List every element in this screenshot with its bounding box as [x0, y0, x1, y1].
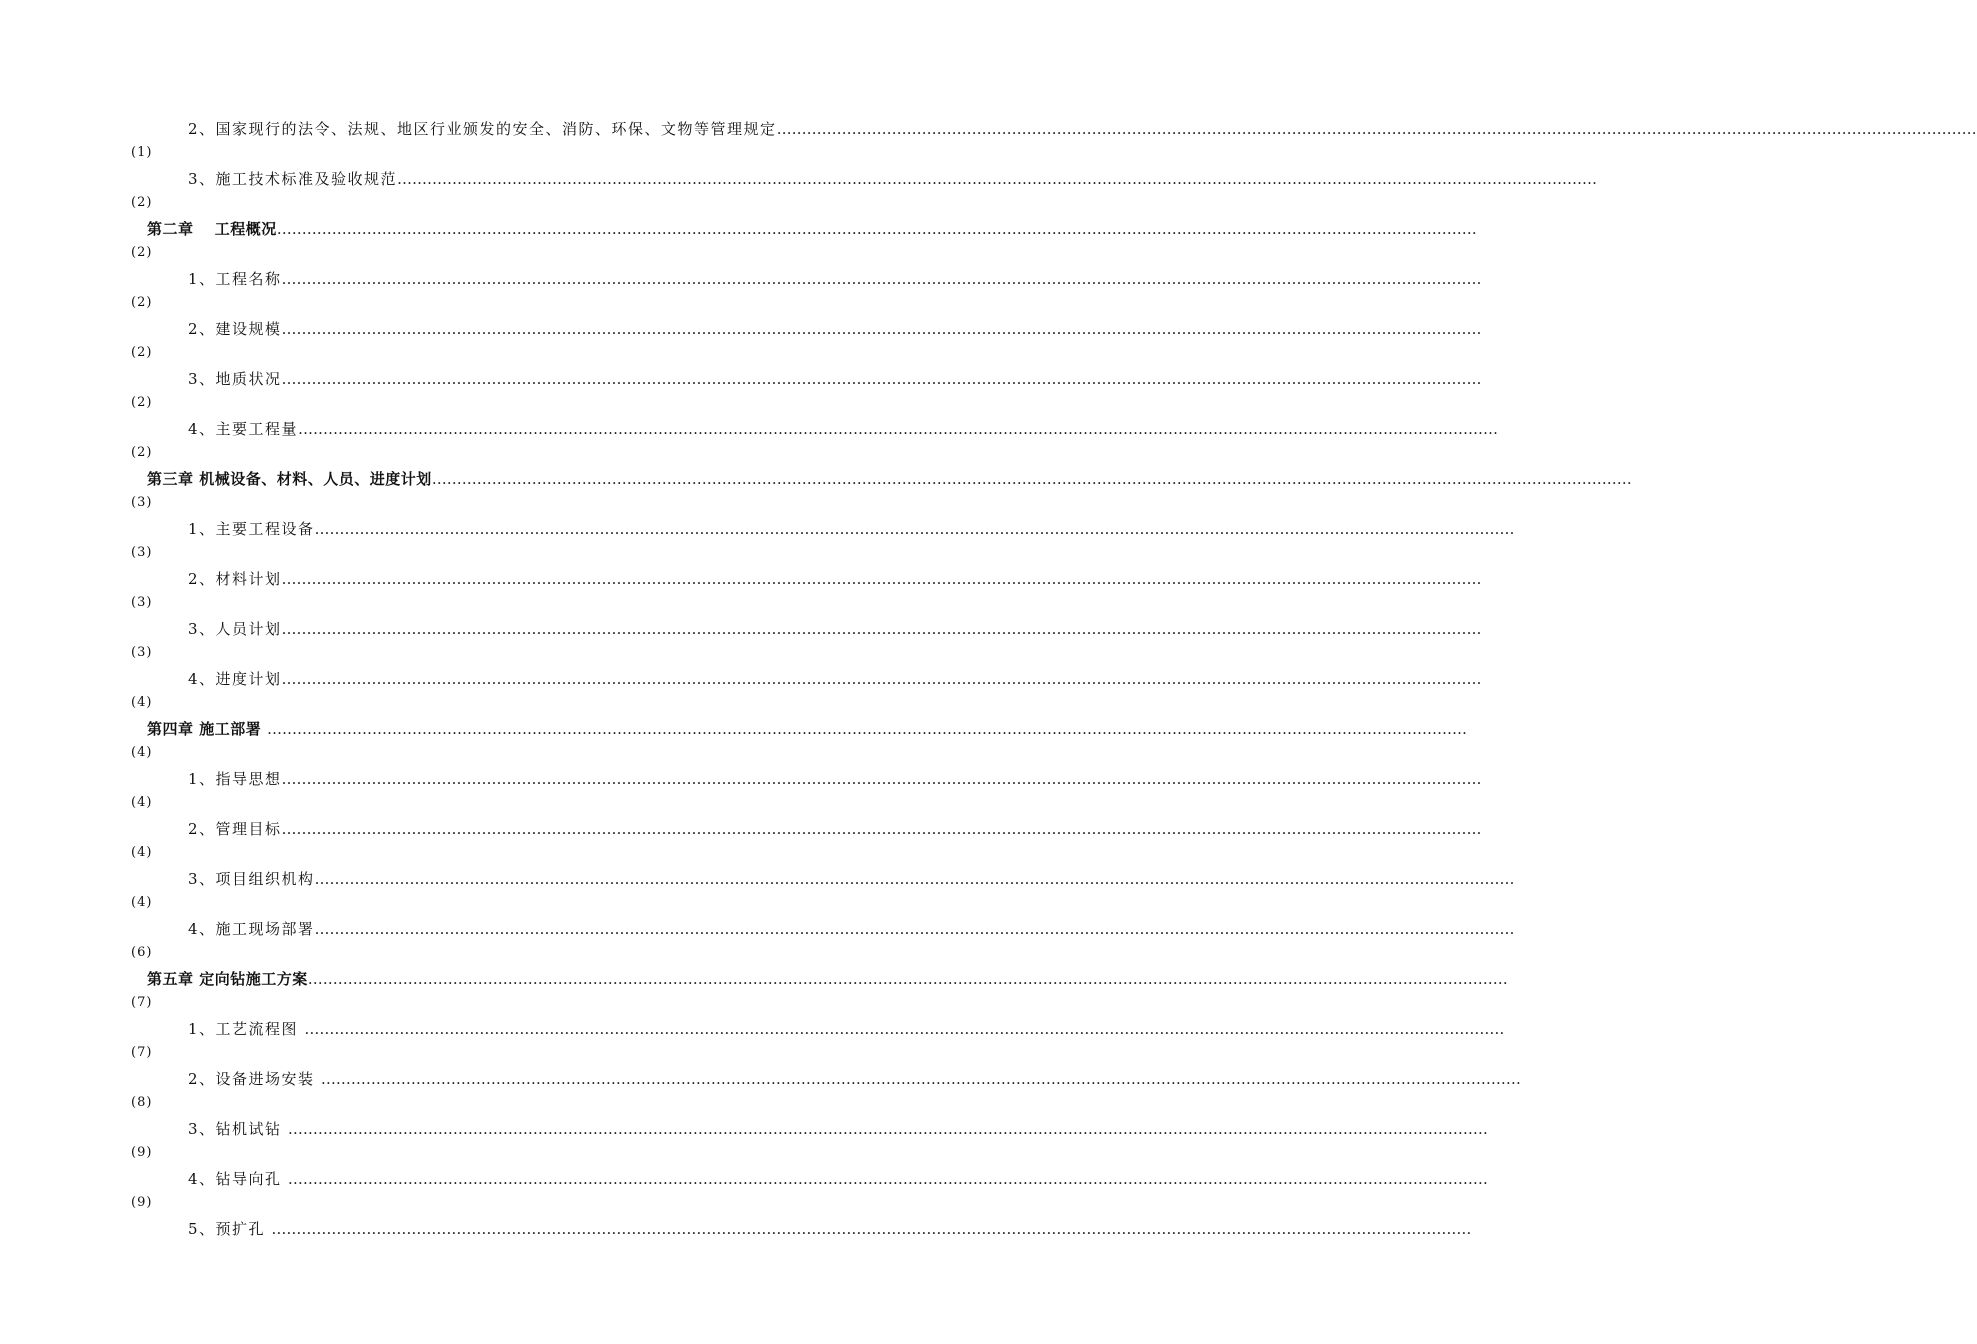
page-number: (2)	[131, 295, 153, 310]
toc-item-entry[interactable]	[0, 666, 1482, 716]
page-number: (4)	[131, 745, 153, 760]
toc-entry-line	[188, 816, 1482, 842]
section-title: 4、主要工程量	[188, 420, 299, 438]
section-title: 1、主要工程设备	[188, 520, 315, 538]
chapter-title: 第四章 施工部署	[147, 720, 267, 738]
toc-entry-line	[188, 616, 1482, 642]
page-number: (4)	[131, 895, 153, 910]
toc-entry-line	[147, 216, 1477, 242]
toc-item-entry[interactable]	[0, 616, 1482, 666]
page-number: (9)	[131, 1195, 153, 1210]
section-title: 2、建设规模	[188, 320, 282, 338]
dot-leader: ……………………………………………………………………………………………………………………………………………………………………………………………………………………	[281, 320, 1482, 338]
toc-item-entry[interactable]	[0, 116, 1977, 166]
dot-leader: ……………………………………………………………………………………………………………………………………………………………………………………………………………………	[281, 670, 1482, 688]
toc-item-entry[interactable]	[0, 766, 1482, 816]
page-number: (2)	[131, 195, 153, 210]
toc-item-entry[interactable]	[0, 1116, 1488, 1166]
section-title: 3、项目组织机构	[188, 870, 315, 888]
dot-leader: ……………………………………………………………………………………………………………………………………………………………………………………………………………………	[314, 920, 1515, 938]
toc-item-entry[interactable]	[0, 866, 1515, 916]
dot-leader: ……………………………………………………………………………………………………………………………………………………………………………………………………………………	[271, 1220, 1472, 1238]
toc-chapter-entry[interactable]	[0, 466, 1632, 516]
toc-entry-line	[188, 116, 1977, 142]
toc-entry-line	[188, 1066, 1521, 1092]
section-title: 2、材料计划	[188, 570, 282, 588]
toc-entry-line	[188, 1166, 1488, 1192]
toc-item-entry[interactable]	[0, 1066, 1521, 1116]
dot-leader: ……………………………………………………………………………………………………………………………………………………………………………………………………………………	[431, 470, 1632, 488]
page-number: (6)	[131, 945, 153, 960]
page-number: (3)	[131, 545, 153, 560]
section-title: 2、国家现行的法令、法规、地区行业颁发的安全、消防、环保、文物等管理规定	[188, 120, 777, 138]
section-title: 4、钻导向孔	[188, 1170, 288, 1188]
section-title: 3、地质状况	[188, 370, 282, 388]
dot-leader: ……………………………………………………………………………………………………………………………………………………………………………………………………………………	[276, 220, 1477, 238]
page-number: (1)	[131, 145, 153, 160]
section-title: 4、施工现场部署	[188, 920, 315, 938]
toc-entry-line	[188, 666, 1482, 692]
toc-entry-line	[188, 166, 1598, 192]
page-number: (4)	[131, 845, 153, 860]
toc-item-entry[interactable]	[0, 1016, 1505, 1066]
toc-entry-line	[147, 966, 1508, 992]
page-number: (2)	[131, 395, 153, 410]
page-number: (3)	[131, 495, 153, 510]
toc-chapter-entry[interactable]	[0, 966, 1508, 1016]
page-number: (7)	[131, 995, 153, 1010]
page-number: (3)	[131, 595, 153, 610]
page-number: (2)	[131, 345, 153, 360]
section-title: 1、工艺流程图	[188, 1020, 305, 1038]
section-title: 2、设备进场安装	[188, 1070, 321, 1088]
section-title: 4、进度计划	[188, 670, 282, 688]
dot-leader: ……………………………………………………………………………………………………………………………………………………………………………………………………………………	[281, 770, 1482, 788]
toc-entry-line	[147, 466, 1632, 492]
toc-item-entry[interactable]	[0, 416, 1499, 466]
toc-entry-line	[188, 316, 1482, 342]
dot-leader: ……………………………………………………………………………………………………………………………………………………………………………………………………………………	[320, 1070, 1521, 1088]
page-number: (7)	[131, 1045, 153, 1060]
section-title: 1、指导思想	[188, 770, 282, 788]
toc-item-entry[interactable]	[0, 166, 1598, 216]
toc-entry-line	[188, 516, 1515, 542]
chapter-title: 第五章 定向钻施工方案	[147, 970, 308, 988]
toc-chapter-entry[interactable]	[0, 716, 1467, 766]
dot-leader: ……………………………………………………………………………………………………………………………………………………………………………………………………………………	[281, 820, 1482, 838]
toc-entry-line	[188, 1216, 1472, 1242]
toc-item-entry[interactable]	[0, 816, 1482, 866]
page-number: (2)	[131, 445, 153, 460]
toc-entry-line	[147, 716, 1467, 742]
page-number: (3)	[131, 645, 153, 660]
toc-item-entry[interactable]	[0, 516, 1515, 566]
dot-leader: ……………………………………………………………………………………………………………………………………………………………………………………………………………………	[281, 620, 1482, 638]
dot-leader: ……………………………………………………………………………………………………………………………………………………………………………………………………………………	[281, 270, 1482, 288]
toc-item-entry[interactable]	[0, 566, 1482, 616]
toc-entry-line	[188, 866, 1515, 892]
page-number: (4)	[131, 795, 153, 810]
page-number: (9)	[131, 1145, 153, 1160]
dot-leader: ……………………………………………………………………………………………………………………………………………………………………………………………………………………	[287, 1170, 1488, 1188]
table-of-contents	[0, 116, 1977, 1266]
section-title: 3、钻机试钻	[188, 1120, 288, 1138]
toc-entry-line	[188, 366, 1482, 392]
toc-item-entry[interactable]	[0, 316, 1482, 366]
toc-item-entry[interactable]	[0, 366, 1482, 416]
toc-entry-line	[188, 1016, 1505, 1042]
dot-leader: ……………………………………………………………………………………………………………………………………………………………………………………………………………………	[281, 370, 1482, 388]
toc-item-entry[interactable]	[0, 1216, 1472, 1266]
dot-leader: ……………………………………………………………………………………………………………………………………………………………………………………………………………………	[298, 420, 1499, 438]
toc-entry-line	[188, 916, 1515, 942]
chapter-title: 第三章 机械设备、材料、人员、进度计划	[147, 470, 432, 488]
page-number: (8)	[131, 1095, 153, 1110]
section-title: 2、管理目标	[188, 820, 282, 838]
dot-leader: ……………………………………………………………………………………………………………………………………………………………………………………………………………………	[314, 870, 1515, 888]
chapter-title: 第二章 工程概况	[147, 220, 277, 238]
section-title: 3、人员计划	[188, 620, 282, 638]
dot-leader: ……………………………………………………………………………………………………………………………………………………………………………………………………………………	[281, 570, 1482, 588]
toc-entry-line	[188, 566, 1482, 592]
toc-entry-line	[188, 766, 1482, 792]
toc-item-entry[interactable]	[0, 266, 1482, 316]
toc-chapter-entry[interactable]	[0, 216, 1477, 266]
dot-leader: ……………………………………………………………………………………………………………………………………………………………………………………………………………………	[304, 1020, 1505, 1038]
page-number: (4)	[131, 695, 153, 710]
dot-leader: ……………………………………………………………………………………………………………………………………………………………………………………………………………………	[287, 1120, 1488, 1138]
dot-leader: ……………………………………………………………………………………………………………………………………………………………………………………………………………………	[397, 170, 1598, 188]
section-title: 5、预扩孔	[188, 1220, 272, 1238]
toc-entry-line	[188, 266, 1482, 292]
section-title: 1、工程名称	[188, 270, 282, 288]
toc-entry-line	[188, 1116, 1488, 1142]
toc-item-entry[interactable]	[0, 916, 1515, 966]
dot-leader: ……………………………………………………………………………………………………………………………………………………………………………………………………………………	[307, 970, 1508, 988]
section-title: 3、施工技术标准及验收规范	[188, 170, 398, 188]
toc-item-entry[interactable]	[0, 1166, 1488, 1216]
dot-leader: ……………………………………………………………………………………………………………………………………………………………………………………………………………………	[776, 120, 1977, 138]
dot-leader: ……………………………………………………………………………………………………………………………………………………………………………………………………………………	[266, 720, 1467, 738]
dot-leader: ……………………………………………………………………………………………………………………………………………………………………………………………………………………	[314, 520, 1515, 538]
page-number: (2)	[131, 245, 153, 260]
toc-entry-line	[188, 416, 1499, 442]
